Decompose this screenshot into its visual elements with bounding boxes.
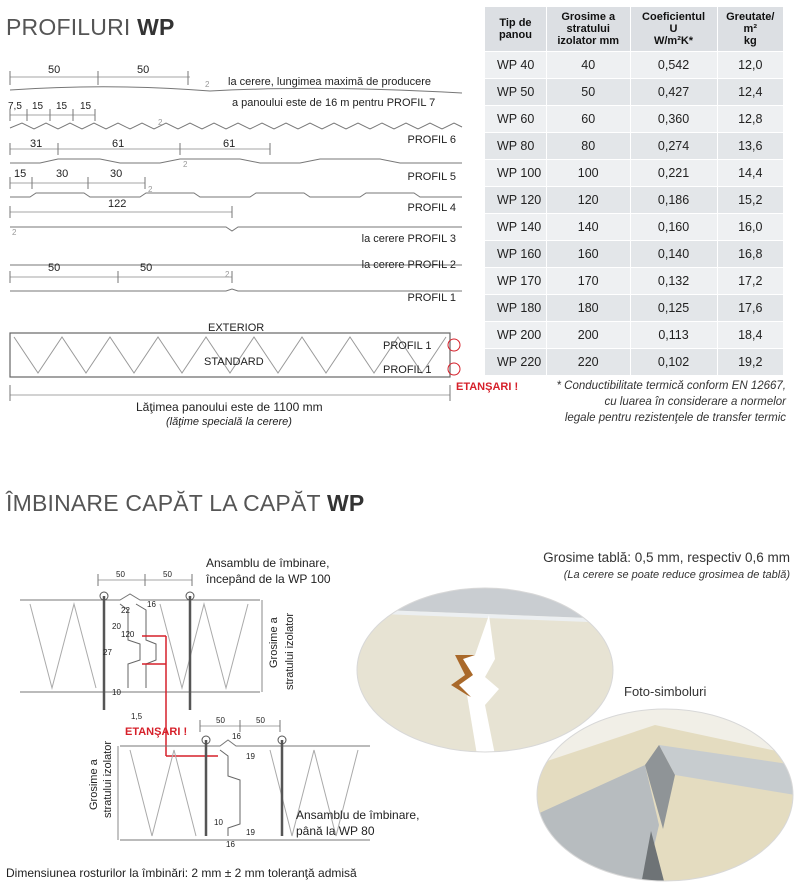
joint-small-dim-15: 1,5 <box>131 712 143 721</box>
joint-top-caption-line1: Ansamblu de îmbinare, <box>206 556 330 570</box>
footnote-line: cu luarea în considerare a normelor <box>604 396 786 408</box>
cell: 16,0 <box>717 214 783 241</box>
cell: WP 220 <box>485 349 547 376</box>
dim-profil7-a: 50 <box>48 64 61 76</box>
table-row <box>485 79 784 106</box>
header-thickness: Grosime a stratului izolator mm <box>546 7 630 52</box>
dim-profil6-a: 7,5 <box>8 101 22 112</box>
sheet-thickness-label: Grosime tablă: 0,5 mm, respectiv 0,6 mm <box>543 550 790 565</box>
joint-top-caption-line2: începând de la WP 100 <box>206 572 331 586</box>
dim-profil1-a: 50 <box>48 262 61 274</box>
panel-width-note: (lăţime specială la cerere) <box>166 416 292 428</box>
cell: 0,186 <box>630 187 717 214</box>
cell: WP 140 <box>485 214 547 241</box>
dim-profil7-b: 50 <box>137 64 150 76</box>
cell: WP 170 <box>485 268 547 295</box>
etansari-label-joint: ETANŞARI ! <box>125 726 188 738</box>
cell: 80 <box>546 133 630 160</box>
joint-small-dim-120: 120 <box>121 630 135 639</box>
profil5-label: PROFIL 5 <box>407 171 456 183</box>
gap-label-1: 2 <box>205 80 210 89</box>
cell: 200 <box>546 322 630 349</box>
profil2-label: la cerere PROFIL 2 <box>361 259 456 271</box>
profil7-note-line2: a panoului este de 16 m pentru PROFIL 7 <box>232 97 436 109</box>
header-panel-type: Tip de panou <box>485 7 547 52</box>
cell: 0,160 <box>630 214 717 241</box>
cell: 0,102 <box>630 349 717 376</box>
cell: 19,2 <box>717 349 783 376</box>
cell: 18,4 <box>717 322 783 349</box>
footnote-line: * Conductibilitate termică conform EN 12667, <box>556 380 786 392</box>
table-row <box>485 52 784 79</box>
cell: WP 180 <box>485 295 547 322</box>
joint-bottom-dim-a: 50 <box>216 716 225 725</box>
dim-profil5-a: 31 <box>30 138 43 150</box>
dim-profil6-c: 15 <box>56 101 68 112</box>
cell: 180 <box>546 295 630 322</box>
table-row <box>485 322 784 349</box>
cell: WP 50 <box>485 79 547 106</box>
cell: 220 <box>546 349 630 376</box>
table-footnote <box>486 378 786 426</box>
cell: 40 <box>546 52 630 79</box>
joint-tolerance-note: Dimensiunea rosturilor la îmbinări: 2 mm ± 2 mm toleranţă admisă <box>6 866 357 880</box>
panel-profil-bottom: PROFIL 1 <box>383 364 432 376</box>
dim-profil4-b: 30 <box>56 168 69 180</box>
profil1-label: PROFIL 1 <box>407 292 456 304</box>
cell: 170 <box>546 268 630 295</box>
cell: 140 <box>546 214 630 241</box>
cell: 12,0 <box>717 52 783 79</box>
joint-bottom-caption-line1: Ansamblu de îmbinare, <box>296 808 420 822</box>
dim-profil4-a: 15 <box>14 168 27 180</box>
header-u-coefficient: Coeficientul U W/m²K* <box>630 7 717 52</box>
table-row <box>485 160 784 187</box>
joint-bottom-dim-19b: 19 <box>246 828 255 837</box>
joint-top-dim-a: 50 <box>116 570 125 579</box>
gap-label-3: 2 <box>183 160 188 169</box>
cell: 60 <box>546 106 630 133</box>
cell: WP 100 <box>485 160 547 187</box>
panel-exterior-label: EXTERIOR <box>208 322 265 334</box>
section-title-joint: ÎMBINARE CAPĂT LA CAPĂT WP <box>6 490 365 516</box>
header-weight: Greutate/ m² kg <box>717 7 783 52</box>
cell: 17,6 <box>717 295 783 322</box>
table-row <box>485 295 784 322</box>
cell: 13,6 <box>717 133 783 160</box>
dim-profil1-b: 50 <box>140 262 153 274</box>
dim-profil5-c: 61 <box>223 138 236 150</box>
cell: 0,140 <box>630 241 717 268</box>
joint-bottom-dim-19a: 19 <box>246 752 255 761</box>
table-row <box>485 106 784 133</box>
etansari-label-profiles: ETANŞARI ! <box>456 381 519 393</box>
table-row <box>485 187 784 214</box>
cell: WP 40 <box>485 52 547 79</box>
foto-simboluri-label: Foto-simboluri <box>624 684 707 699</box>
dim-profil5-b: 61 <box>112 138 125 150</box>
joint-small-dim-10: 10 <box>112 688 121 697</box>
gap-label-2: 2 <box>158 118 163 127</box>
cell: 12,4 <box>717 79 783 106</box>
panel-profil-top: PROFIL 1 <box>383 340 432 352</box>
dim-profil6-d: 15 <box>80 101 92 112</box>
wp-spec-table <box>484 6 784 376</box>
joint-bottom-thickness-label-2: stratului izolator <box>102 740 114 818</box>
cell: 50 <box>546 79 630 106</box>
gap-label-4: 2 <box>148 185 153 194</box>
table-row <box>485 241 784 268</box>
joint-thickness-label-1: Grosime a <box>268 617 280 668</box>
panel-width-label: Lăţimea panoului este de 1100 mm <box>136 400 323 414</box>
photo-joint-bottom <box>535 705 795 885</box>
cell: 0,221 <box>630 160 717 187</box>
table-row <box>485 349 784 376</box>
table-row <box>485 268 784 295</box>
joint-small-dim-22: 22 <box>121 606 130 615</box>
joint-bottom-caption-line2: până la WP 80 <box>296 824 375 838</box>
cell: 14,4 <box>717 160 783 187</box>
profil6-label: PROFIL 6 <box>407 134 456 146</box>
profil4-label: PROFIL 4 <box>407 202 456 214</box>
joint-small-dim-27: 27 <box>103 648 112 657</box>
cell: 17,2 <box>717 268 783 295</box>
joint-bottom-dim-16b: 16 <box>226 840 235 849</box>
table-row <box>485 214 784 241</box>
cell: WP 160 <box>485 241 547 268</box>
cell: 120 <box>546 187 630 214</box>
cell: 0,125 <box>630 295 717 322</box>
cell: 0,542 <box>630 52 717 79</box>
cell: 0,427 <box>630 79 717 106</box>
cell: 0,132 <box>630 268 717 295</box>
cell: WP 80 <box>485 133 547 160</box>
cell: WP 200 <box>485 322 547 349</box>
table-header-row <box>485 7 784 52</box>
cell: 12,8 <box>717 106 783 133</box>
cell: 0,274 <box>630 133 717 160</box>
section-title-profiles: PROFILURI WP <box>6 14 175 40</box>
table-row <box>485 133 784 160</box>
cell: 0,113 <box>630 322 717 349</box>
gap-label-5: 2 <box>12 228 17 237</box>
cell: 16,8 <box>717 241 783 268</box>
cell: WP 120 <box>485 187 547 214</box>
cell: 100 <box>546 160 630 187</box>
joint-top-dim-b: 50 <box>163 570 172 579</box>
dim-profil6-b: 15 <box>32 101 44 112</box>
cell: 160 <box>546 241 630 268</box>
cell: 0,360 <box>630 106 717 133</box>
cell: 15,2 <box>717 187 783 214</box>
joint-bottom-dim-16a: 16 <box>232 732 241 741</box>
joint-small-dim-20: 20 <box>112 622 121 631</box>
dim-profil3: 122 <box>108 198 127 210</box>
joint-bottom-thickness-label-1: Grosime a <box>88 759 100 810</box>
panel-standard-label: STANDARD <box>204 356 264 368</box>
dim-profil4-c: 30 <box>110 168 123 180</box>
joint-thickness-label-2: stratului izolator <box>284 612 296 690</box>
footnote-line: legale pentru rezistenţele de transfer termic <box>564 412 786 424</box>
gap-label-6: 2 <box>225 270 230 279</box>
joint-bottom-dim-b: 50 <box>256 716 265 725</box>
profil3-label: la cerere PROFIL 3 <box>361 233 456 245</box>
sheet-thickness-note: (La cerere se poate reduce grosimea de tablă) <box>563 569 790 581</box>
joint-bottom-dim-10: 10 <box>214 818 223 827</box>
profil7-note-line1: la cerere, lungimea maximă de producere <box>228 76 431 88</box>
joint-small-dim-16: 16 <box>147 600 156 609</box>
cell: WP 60 <box>485 106 547 133</box>
